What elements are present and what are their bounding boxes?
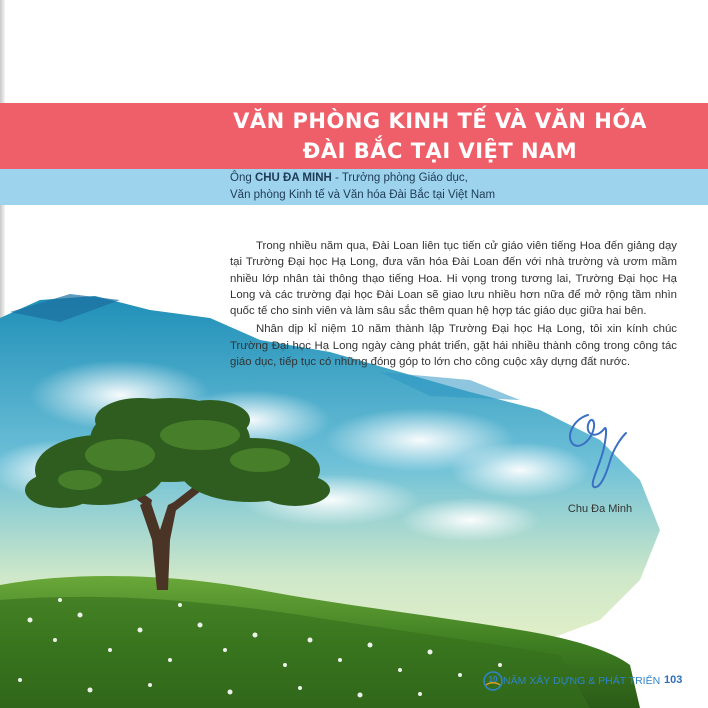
page-title-line-2: ĐÀI BẮC TẠI VIỆT NAM bbox=[302, 139, 578, 163]
signer-name: Chu Đa Minh bbox=[567, 503, 633, 515]
author-line bbox=[230, 172, 468, 184]
author-organization: Văn phòng Kinh tế và Văn hóa Đài Bắc tại Việt Nam bbox=[230, 189, 496, 201]
signature-icon bbox=[560, 405, 640, 495]
letter-body bbox=[230, 238, 677, 370]
footer-text: NĂM XÂY DỰNG & PHÁT TRIỂN bbox=[503, 675, 661, 687]
page-number: 103 bbox=[664, 674, 683, 686]
author-name: CHU ĐA MINH bbox=[254, 172, 332, 184]
author-role-part1: - Trưởng phòng Giáo dục, bbox=[331, 172, 468, 184]
author-prefix: Ông bbox=[230, 172, 255, 184]
body-paragraph-1: Trong nhiều năm qua, Đài Loan liên tục tiến cử giáo viên tiếng Hoa đến giảng dạy tại Trường Đại học Hạ Long, đưa văn hóa Đài Loan đến với nhà trường và ươm mầm nhiều lớp nhân tài thông thạo tiếng Hoa. Hi vọng trong tương lai, Trường Đại học Hạ Long và các trường đại học Đài Loan sẽ giao lưu nhiều hơn nữa để mở rộng tầm nhìn quốc tế cho sinh viên và làm sâu sắc thêm quan hệ hợp tác giáo dục giữa hai bên. bbox=[230, 240, 677, 318]
logo-number: 10 bbox=[488, 675, 498, 684]
page-title-line-1: VĂN PHÒNG KINH TẾ VÀ VĂN HÓA bbox=[233, 109, 647, 133]
body-paragraph-2: Nhân dịp kỉ niệm 10 năm thành lập Trường Đại học Hạ Long, tôi xin kính chúc Trường Đại học Hạ Long ngày càng phát triển, gặt hái nhiều thành công trong công tác giáo dục, tiếp tục có những đóng góp to lớn cho công cuộc xây dựng đất nước. bbox=[230, 323, 677, 369]
anniversary-10-logo-icon bbox=[483, 670, 503, 692]
